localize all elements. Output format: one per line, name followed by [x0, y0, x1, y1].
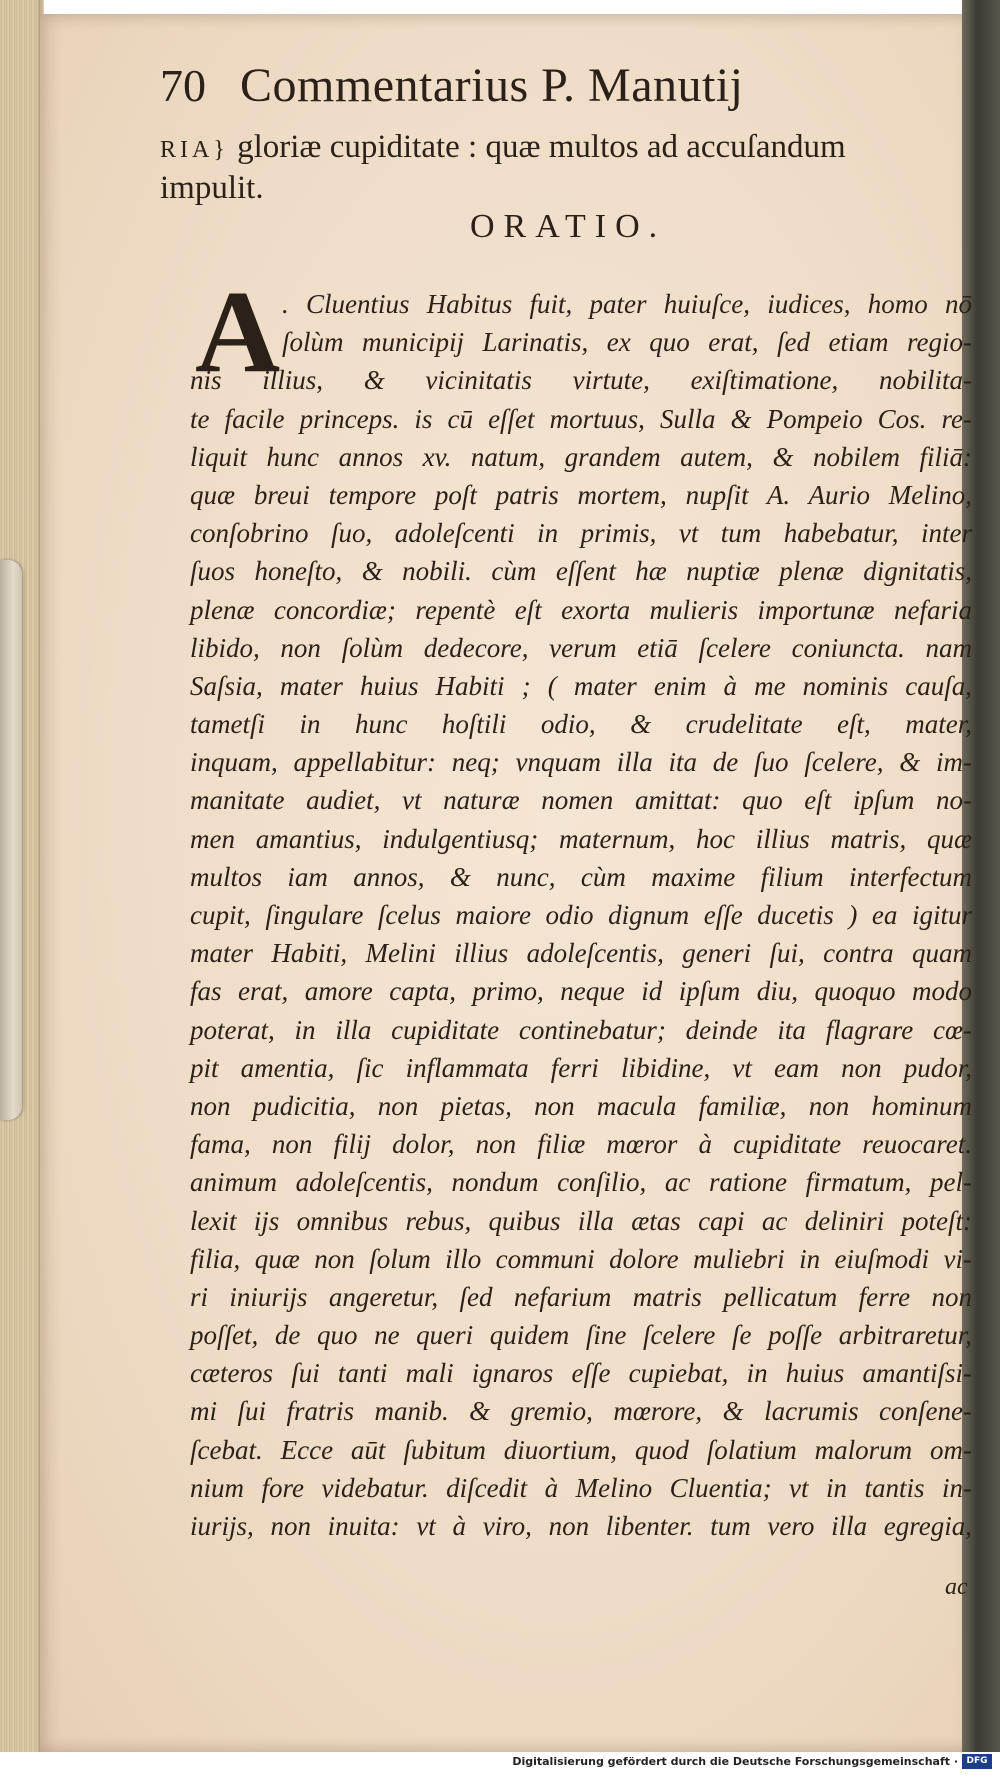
- section-title: ORATIO.: [470, 208, 667, 245]
- text-line: fas erat, amore capta, primo, neque id ipſum diu, quoquo modo: [190, 976, 972, 1007]
- text-line: mater Habiti, Melini illius adoleſcentis, generi ſui, contra quam: [190, 938, 972, 969]
- text-line: multos iam annos, & nunc, cùm maxime filium interfectum: [190, 861, 972, 892]
- drop-cap: A: [195, 266, 281, 397]
- oration-text: [190, 285, 972, 1545]
- text-line: inquam, appellabitur: neq; vnquam illa ita de ſuo ſcelere, & im-: [190, 747, 972, 778]
- text-line: liquit hunc annos xv. natum, grandem autem, & nobilem filiā:: [190, 441, 972, 472]
- text-line: lexit ijs omnibus rebus, quibus illa ætas capi ac deliniri poteſt:: [190, 1205, 972, 1236]
- text-line: cæteros ſui tanti mali ignaros eſſe cupiebat, in huius amantiſsi-: [190, 1358, 972, 1389]
- text-line: poſſet, de quo ne queri quidem ſine ſcelere ſe poſſe arbitraretur,: [190, 1320, 972, 1351]
- text-line: animum adoleſcentis, nondum conſilio, ac ratione firmatum, pel-: [190, 1167, 972, 1198]
- continuation-line-2: impulit.: [160, 170, 264, 206]
- text-line: manitate audiet, vt naturæ nomen amittat: quo eſt ipſum no-: [190, 785, 972, 816]
- text-line: te facile princeps. is cū eſſet mortuus, Sulla & Pompeio Cos. re-: [190, 403, 972, 434]
- continuation-line-1: gloriæ cupiditate : quæ multos ad accuſandum: [237, 129, 846, 165]
- text-line: ri iniurijs angeretur, ſed nefarium matris pellicatum ferre non: [190, 1281, 972, 1312]
- text-line: ſcebat. Ecce aūt ſubitum diuortium, quod ſolatium malorum om-: [190, 1434, 972, 1465]
- digitization-credit: Digitalisierung gefördert durch die Deutsche Forschungsgemeinschaft ·: [512, 1755, 958, 1768]
- catchword: ac: [945, 1574, 968, 1600]
- text-line: iurijs, non inuita: vt à viro, non libenter. tum vero illa egregia,: [190, 1511, 972, 1541]
- text-line: ſolùm municipij Larinatis, ex quo erat, ſed etiam regio-: [282, 327, 972, 358]
- keyword: RIA}: [160, 137, 229, 163]
- text-line: quæ breui tempore poſt patris mortem, nupſit A. Aurio Melino,: [190, 479, 972, 510]
- text-line: libido, non ſolùm dedecore, verum etiā ſcelere coniuncta. nam: [190, 632, 972, 663]
- text-line: conſobrino ſuo, adoleſcenti in primis, vt tum habebatur, inter: [190, 518, 972, 549]
- text-line: nium fore videbatur. diſcedit à Melino Cluentia; vt in tantis in-: [190, 1472, 972, 1503]
- text-line: poterat, in illa cupiditate continebatur; deinde ita flagrare cœ-: [190, 1014, 972, 1045]
- text-line: Saſsia, mater huius Habiti ; ( mater enim à me nominis cauſa,: [190, 670, 972, 701]
- dfg-logo: DFG: [962, 1754, 992, 1769]
- text-line: . Cluentius Habitus fuit, pater huiuſce, iudices, homo nō: [282, 289, 972, 319]
- text-line: non pudicitia, non pietas, non macula familiæ, non hominum: [190, 1090, 972, 1121]
- text-line: mi ſui fratris manib. & gremio, mœrore, & lacrumis conſene-: [190, 1396, 972, 1427]
- text-line: ſuos honeſto, & nobili. cùm eſſent hæ nuptiæ plenæ dignitatis,: [190, 556, 972, 587]
- book-clasp: [0, 560, 22, 1120]
- running-title: Commentarius P. Manutij: [240, 59, 744, 112]
- text-line: filia, quæ non ſolum illo communi dolore muliebri in eiuſmodi vi-: [190, 1243, 972, 1274]
- continuation-text: [160, 128, 960, 207]
- page-number: 70: [160, 60, 206, 111]
- page-header: [160, 58, 960, 113]
- text-line: pit amentia, ſic inflammata ferri libidine, vt eam non pudor,: [190, 1052, 972, 1083]
- text-line: tametſi in hunc hoſtili odio, & crudelitate eſt, mater,: [190, 709, 972, 740]
- text-line: plenæ concordiæ; repentè eſt exorta mulieris importunæ nefaria: [190, 594, 972, 625]
- text-line: fama, non filij dolor, non filiæ mœror à cupiditate reuocaret.: [190, 1129, 972, 1160]
- text-line: nis illius, & vicinitatis virtute, exiſtimatione, nobilita-: [190, 365, 972, 396]
- text-line: men amantius, indulgentiusq; maternum, hoc illius matris, quæ: [190, 823, 972, 854]
- text-line: cupit, ſingulare ſcelus maiore odio dignum eſſe ducetis ) ea igitur: [190, 900, 972, 930]
